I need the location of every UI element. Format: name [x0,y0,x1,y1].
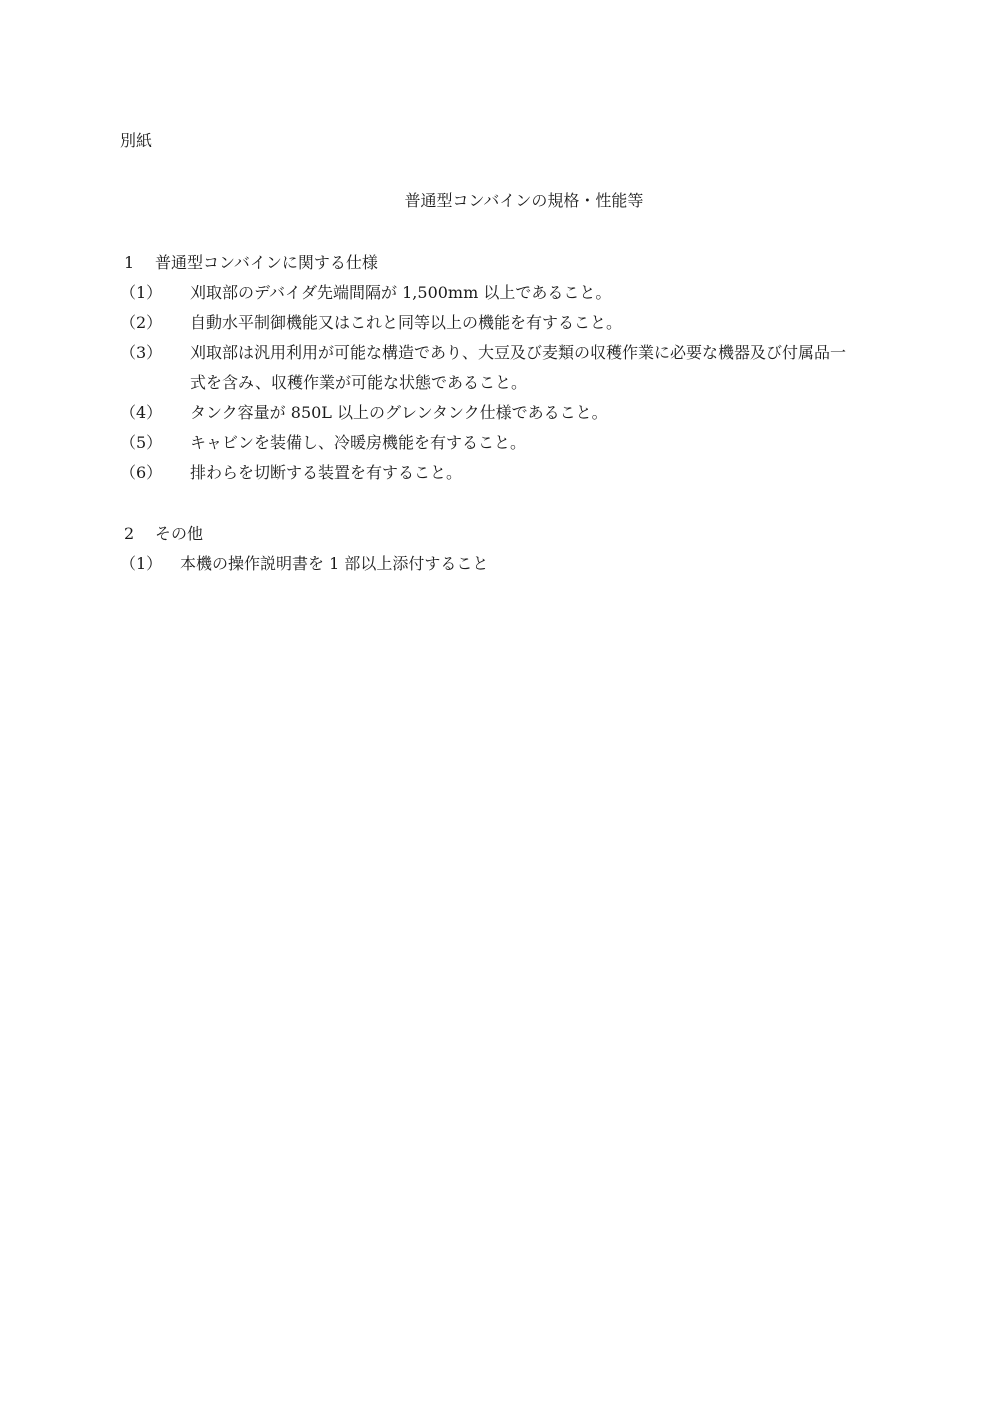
attachment-label: 別紙 [120,131,153,150]
list-item [120,403,920,423]
item-text [180,554,920,574]
item-number: （6） [120,463,163,482]
item-number: （4） [120,403,163,422]
section-specifications [120,253,920,493]
item-text [190,343,920,393]
list-item [120,283,920,303]
item-line: 式を含み、収穫作業が可能な状態であること。 [190,373,527,392]
item-line: 排わらを切断する装置を有すること。 [190,463,463,482]
item-text [190,463,920,483]
item-number: （1） [120,283,163,302]
item-line: 刈取部は汎用利用が可能な構造であり、大豆及び麦類の収穫作業に必要な機器及び付属品一 [190,343,847,362]
section-title: 普通型コンバインに関する仕様 [155,253,378,272]
item-text [190,403,920,423]
item-line: 本機の操作説明書を 1 部以上添付すること [180,554,489,573]
list-item [120,343,920,393]
section-title: その他 [155,524,204,543]
item-line: タンク容量が 850L 以上のグレンタンク仕様であること。 [190,403,608,422]
section-heading [120,253,920,273]
section-other [120,524,920,584]
item-text [190,433,920,453]
item-text [190,283,920,303]
item-line: キャビンを装備し、冷暖房機能を有すること。 [190,433,527,452]
item-line: 自動水平制御機能又はこれと同等以上の機能を有すること。 [190,313,623,332]
item-number: （5） [120,433,163,452]
item-number: （2） [120,313,163,332]
section-heading [120,524,920,544]
list-item [120,554,920,574]
section-number: 1 [124,253,135,272]
list-item [120,463,920,483]
item-number: （3） [120,343,163,362]
list-item [120,433,920,453]
item-number: （1） [120,554,163,573]
section-number: 2 [124,524,135,543]
item-line: 刈取部のデバイダ先端間隔が 1,500mm 以上であること。 [190,283,612,302]
list-item [120,313,920,333]
document-title: 普通型コンバインの規格・性能等 [404,191,644,210]
item-text [190,313,920,333]
